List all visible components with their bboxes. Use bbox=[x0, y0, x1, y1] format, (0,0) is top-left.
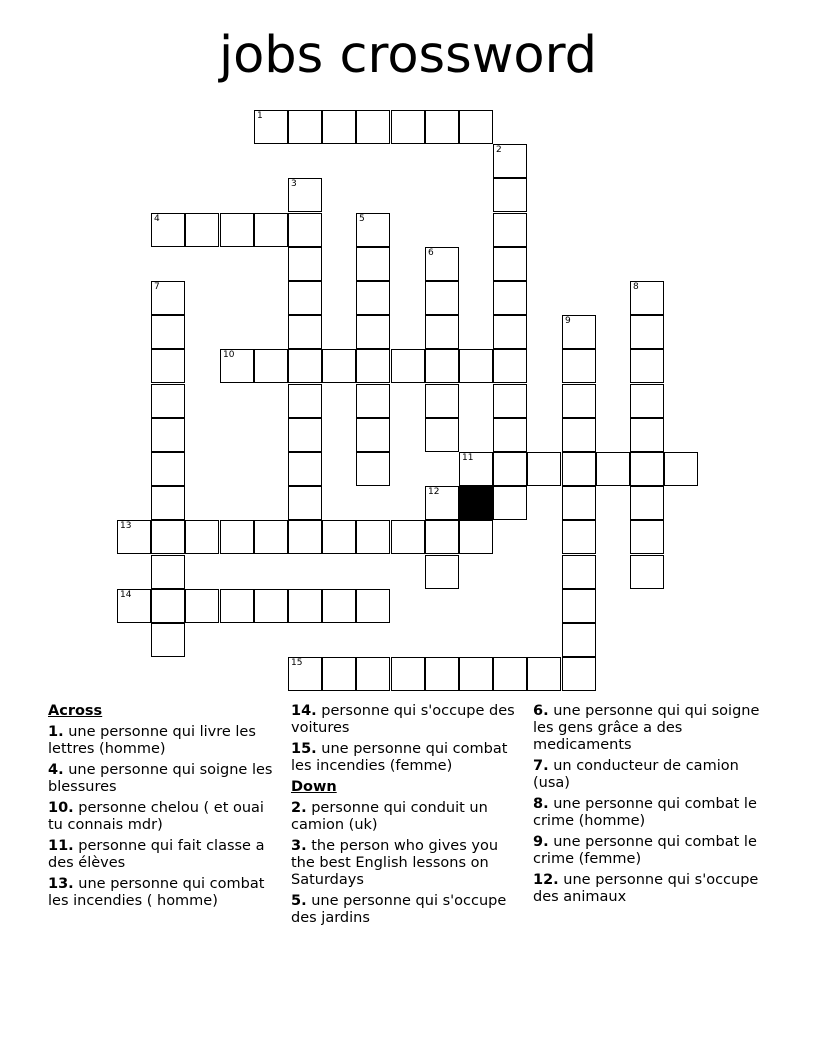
clue-down-2 bbox=[291, 800, 521, 834]
clue-number-label: 4 bbox=[154, 214, 160, 224]
grid-cell[interactable] bbox=[493, 315, 527, 349]
grid-cell[interactable] bbox=[562, 384, 596, 418]
grid-cell[interactable] bbox=[391, 349, 425, 383]
clue-across-11 bbox=[48, 838, 278, 872]
grid-cell[interactable] bbox=[356, 349, 390, 383]
clue-number: 12. bbox=[533, 872, 559, 888]
grid-cell[interactable] bbox=[425, 555, 459, 589]
clue-number-label: 2 bbox=[496, 145, 502, 155]
grid-cell[interactable] bbox=[288, 213, 322, 247]
grid-cell[interactable] bbox=[356, 589, 390, 623]
clue-number: 2. bbox=[291, 800, 307, 816]
clue-down-8 bbox=[533, 796, 763, 830]
grid-cell[interactable] bbox=[630, 349, 664, 383]
clue-text: personne qui s'occupe des voitures bbox=[291, 703, 515, 736]
grid-cell[interactable] bbox=[151, 281, 185, 315]
clue-down-3 bbox=[291, 838, 521, 889]
grid-cell[interactable] bbox=[425, 349, 459, 383]
clue-number: 9. bbox=[533, 834, 549, 850]
grid-cell[interactable] bbox=[356, 110, 390, 144]
grid-cell[interactable] bbox=[254, 213, 288, 247]
grid-cell[interactable] bbox=[459, 657, 493, 691]
grid-cell[interactable] bbox=[425, 657, 459, 691]
grid-cell[interactable] bbox=[527, 657, 561, 691]
page-title: jobs crossword bbox=[218, 26, 598, 85]
grid-cell[interactable] bbox=[151, 349, 185, 383]
grid-cell[interactable] bbox=[117, 520, 151, 554]
clue-text: une personne qui soigne les blessures bbox=[48, 762, 273, 795]
grid-cell[interactable] bbox=[391, 110, 425, 144]
grid-cell[interactable] bbox=[356, 247, 390, 281]
grid-cell[interactable] bbox=[493, 247, 527, 281]
grid-cell[interactable] bbox=[322, 349, 356, 383]
clue-text: personne qui fait classe a des élèves bbox=[48, 838, 265, 871]
grid-cell[interactable] bbox=[322, 520, 356, 554]
grid-cell[interactable] bbox=[425, 520, 459, 554]
grid-cell[interactable] bbox=[493, 349, 527, 383]
grid-cell[interactable] bbox=[425, 315, 459, 349]
grid-cell[interactable] bbox=[562, 418, 596, 452]
grid-cell[interactable] bbox=[493, 213, 527, 247]
grid-cell[interactable] bbox=[151, 315, 185, 349]
clue-number-label: 6 bbox=[428, 248, 434, 258]
grid-cell[interactable] bbox=[630, 452, 664, 486]
grid-cell[interactable] bbox=[596, 452, 630, 486]
grid-cell[interactable] bbox=[220, 589, 254, 623]
grid-cell[interactable] bbox=[391, 520, 425, 554]
grid-cell[interactable] bbox=[630, 520, 664, 554]
grid-cell[interactable] bbox=[254, 349, 288, 383]
clue-text: une personne qui combat les incendies ( homme) bbox=[48, 876, 265, 909]
grid-cell[interactable] bbox=[151, 555, 185, 589]
grid-cell[interactable] bbox=[288, 110, 322, 144]
clue-down-7 bbox=[533, 758, 763, 792]
grid-cell[interactable] bbox=[527, 452, 561, 486]
grid-cell[interactable] bbox=[562, 589, 596, 623]
grid-cell[interactable] bbox=[425, 247, 459, 281]
clue-number: 10. bbox=[48, 800, 74, 816]
grid-cell[interactable] bbox=[493, 281, 527, 315]
grid-cell[interactable] bbox=[493, 178, 527, 212]
across-heading: Across bbox=[48, 703, 103, 719]
clue-number: 5. bbox=[291, 893, 307, 909]
grid-cell[interactable] bbox=[562, 452, 596, 486]
grid-cell[interactable] bbox=[356, 384, 390, 418]
grid-cell[interactable] bbox=[562, 623, 596, 657]
grid-cell[interactable] bbox=[356, 213, 390, 247]
clue-text: une personne qui livre les lettres (homme) bbox=[48, 724, 256, 757]
grid-cell[interactable] bbox=[459, 110, 493, 144]
grid-cell[interactable] bbox=[425, 281, 459, 315]
grid-cell[interactable] bbox=[493, 657, 527, 691]
grid-cell[interactable] bbox=[356, 315, 390, 349]
grid-cell[interactable] bbox=[562, 520, 596, 554]
grid-cell[interactable] bbox=[288, 247, 322, 281]
clue-number-label: 1 bbox=[257, 111, 263, 121]
grid-cell[interactable] bbox=[562, 657, 596, 691]
clue-text: une personne qui s'occupe des animaux bbox=[533, 872, 759, 905]
clue-text: une personne qui s'occupe des jardins bbox=[291, 893, 507, 926]
clue-number-label: 9 bbox=[565, 316, 571, 326]
clue-across-4 bbox=[48, 762, 278, 796]
clue-text: personne chelou ( et ouai tu connais mdr) bbox=[48, 800, 264, 833]
clue-number: 15. bbox=[291, 741, 317, 757]
grid-cell[interactable] bbox=[356, 418, 390, 452]
grid-cell[interactable] bbox=[185, 589, 219, 623]
grid-cell[interactable] bbox=[322, 657, 356, 691]
grid-cell[interactable] bbox=[151, 384, 185, 418]
grid-cell[interactable] bbox=[288, 486, 322, 520]
grid-cell[interactable] bbox=[391, 657, 425, 691]
clues-column-1 bbox=[48, 703, 278, 914]
clue-across-15 bbox=[291, 741, 521, 775]
grid-cell[interactable] bbox=[151, 452, 185, 486]
grid-cell[interactable] bbox=[562, 315, 596, 349]
grid-cell[interactable] bbox=[322, 110, 356, 144]
grid-cell[interactable] bbox=[151, 486, 185, 520]
clue-across-1 bbox=[48, 724, 278, 758]
down-heading: Down bbox=[291, 779, 337, 795]
grid-cell[interactable] bbox=[220, 213, 254, 247]
clue-number-label: 15 bbox=[291, 658, 303, 668]
clue-number-label: 12 bbox=[428, 487, 440, 497]
clue-down-9 bbox=[533, 834, 763, 868]
clue-number: 4. bbox=[48, 762, 64, 778]
clue-text: personne qui conduit un camion (uk) bbox=[291, 800, 488, 833]
clue-text: une personne qui combat le crime (homme) bbox=[533, 796, 757, 829]
grid-cell[interactable] bbox=[562, 486, 596, 520]
grid-cell[interactable] bbox=[220, 520, 254, 554]
clue-number-label: 14 bbox=[120, 590, 132, 600]
grid-cell[interactable] bbox=[459, 349, 493, 383]
grid-cell[interactable] bbox=[630, 315, 664, 349]
clue-number: 1. bbox=[48, 724, 64, 740]
clues-column-3 bbox=[533, 703, 763, 910]
grid-cell[interactable] bbox=[630, 555, 664, 589]
grid-cell[interactable] bbox=[288, 520, 322, 554]
grid-cell[interactable] bbox=[562, 555, 596, 589]
grid-cell[interactable] bbox=[151, 623, 185, 657]
grid-cell[interactable] bbox=[356, 281, 390, 315]
grid-cell[interactable] bbox=[151, 213, 185, 247]
grid-cell[interactable] bbox=[630, 384, 664, 418]
grid-cell[interactable] bbox=[630, 418, 664, 452]
grid-cell[interactable] bbox=[459, 520, 493, 554]
clue-across-14 bbox=[291, 703, 521, 737]
grid-cell[interactable] bbox=[356, 657, 390, 691]
grid-cell[interactable] bbox=[288, 418, 322, 452]
clue-number: 11. bbox=[48, 838, 74, 854]
grid-cell[interactable] bbox=[493, 144, 527, 178]
clue-across-13 bbox=[48, 876, 278, 910]
grid-cell[interactable] bbox=[288, 589, 322, 623]
grid-cell[interactable] bbox=[630, 486, 664, 520]
clue-number: 8. bbox=[533, 796, 549, 812]
clue-number-label: 3 bbox=[291, 179, 297, 189]
grid-cell[interactable] bbox=[288, 281, 322, 315]
grid-cell[interactable] bbox=[425, 486, 459, 520]
grid-cell[interactable] bbox=[185, 213, 219, 247]
grid-cell[interactable] bbox=[493, 384, 527, 418]
grid-cell[interactable] bbox=[493, 452, 527, 486]
grid-cell[interactable] bbox=[425, 418, 459, 452]
grid-cell[interactable] bbox=[664, 452, 698, 486]
clue-number-label: 5 bbox=[359, 214, 365, 224]
grid-cell[interactable] bbox=[562, 349, 596, 383]
clue-text: the person who gives you the best English lessons on Saturdays bbox=[291, 838, 499, 888]
grid-cell[interactable] bbox=[117, 589, 151, 623]
grid-cell[interactable] bbox=[151, 520, 185, 554]
grid-cell[interactable] bbox=[322, 589, 356, 623]
clues-section bbox=[48, 703, 788, 1003]
clue-down-5 bbox=[291, 893, 521, 927]
grid-black-cell bbox=[459, 486, 493, 520]
grid-cell[interactable] bbox=[425, 384, 459, 418]
clue-number: 13. bbox=[48, 876, 74, 892]
clue-text: une personne qui qui soigne les gens grâce a des medicaments bbox=[533, 703, 760, 753]
grid-cell[interactable] bbox=[493, 486, 527, 520]
grid-cell[interactable] bbox=[288, 452, 322, 486]
grid-cell[interactable] bbox=[254, 589, 288, 623]
grid-cell[interactable] bbox=[356, 520, 390, 554]
grid-cell[interactable] bbox=[254, 110, 288, 144]
clue-down-6 bbox=[533, 703, 763, 754]
clue-number: 7. bbox=[533, 758, 549, 774]
clue-number-label: 13 bbox=[120, 521, 132, 531]
grid-cell[interactable] bbox=[185, 520, 219, 554]
clue-number: 14. bbox=[291, 703, 317, 719]
clue-number-label: 8 bbox=[633, 282, 639, 292]
clues-column-2 bbox=[291, 703, 521, 931]
clue-text: un conducteur de camion (usa) bbox=[533, 758, 739, 791]
clue-number-label: 10 bbox=[223, 350, 235, 360]
grid-cell[interactable] bbox=[288, 384, 322, 418]
clue-down-12 bbox=[533, 872, 763, 906]
grid-cell[interactable] bbox=[425, 110, 459, 144]
clue-text: une personne qui combat les incendies (femme) bbox=[291, 741, 508, 774]
clue-across-10 bbox=[48, 800, 278, 834]
grid-cell[interactable] bbox=[151, 589, 185, 623]
grid-cell[interactable] bbox=[254, 520, 288, 554]
clue-text: une personne qui combat le crime (femme) bbox=[533, 834, 757, 867]
clue-number: 6. bbox=[533, 703, 549, 719]
grid-cell[interactable] bbox=[288, 349, 322, 383]
grid-cell[interactable] bbox=[151, 418, 185, 452]
clue-number-label: 7 bbox=[154, 282, 160, 292]
clue-number-label: 11 bbox=[462, 453, 474, 463]
grid-cell[interactable] bbox=[630, 281, 664, 315]
grid-cell[interactable] bbox=[288, 315, 322, 349]
grid-cell[interactable] bbox=[356, 452, 390, 486]
clue-number: 3. bbox=[291, 838, 307, 854]
grid-cell[interactable] bbox=[288, 657, 322, 691]
grid-cell[interactable] bbox=[459, 452, 493, 486]
grid-cell[interactable] bbox=[288, 178, 322, 212]
grid-cell[interactable] bbox=[493, 418, 527, 452]
grid-cell[interactable] bbox=[220, 349, 254, 383]
